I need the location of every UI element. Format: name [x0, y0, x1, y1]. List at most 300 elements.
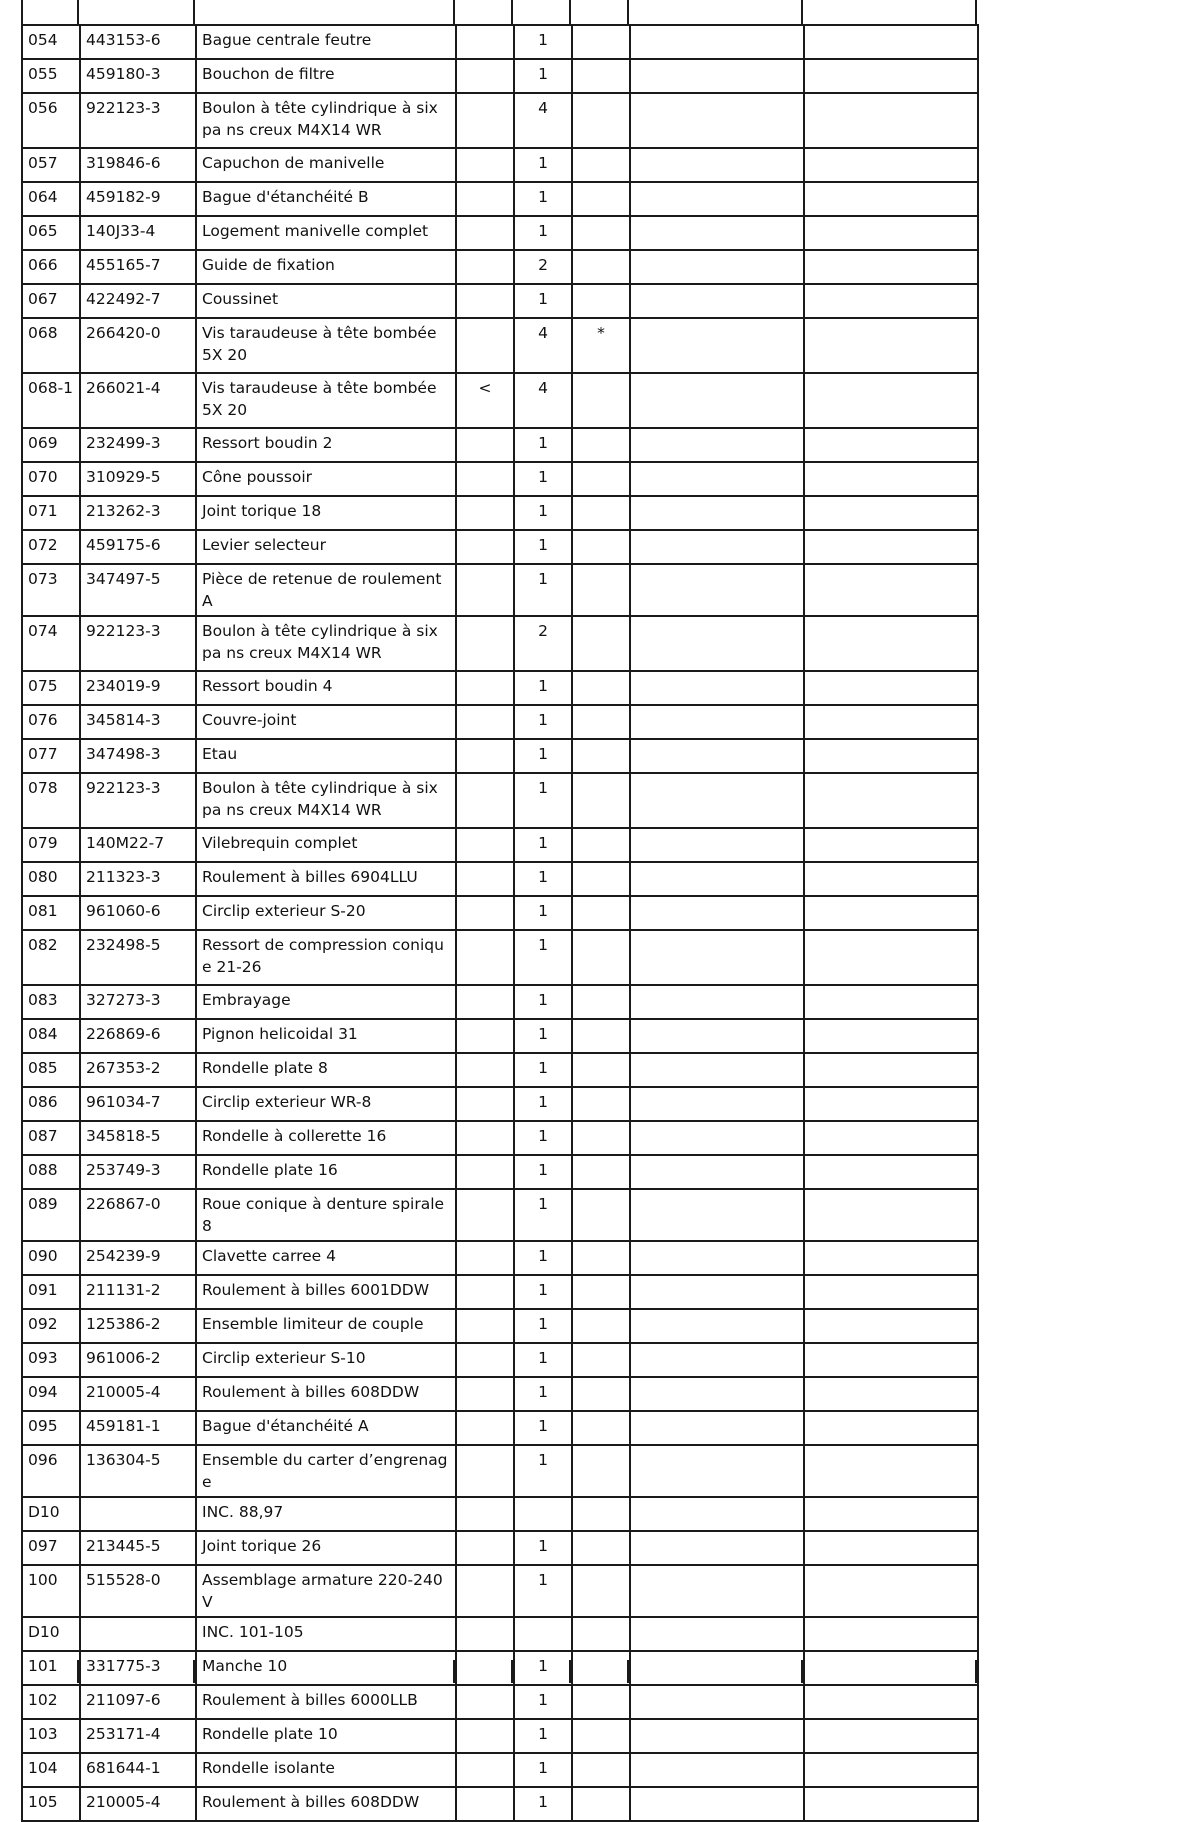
table-row [22, 1309, 978, 1343]
part-number-cell: 922123-3 [80, 93, 196, 148]
change-flag-cell [456, 1565, 514, 1617]
part-number-cell: 266420-0 [80, 318, 196, 373]
note-cell [572, 1719, 630, 1753]
table-row [22, 985, 978, 1019]
table-row [22, 1617, 978, 1651]
table-row [22, 616, 978, 671]
note-cell [572, 1685, 630, 1719]
description-cell: Bague centrale feutre [196, 25, 456, 59]
note-cell [572, 1309, 630, 1343]
change-flag-cell [456, 182, 514, 216]
part-number-cell: 210005-4 [80, 1377, 196, 1411]
quantity-cell: 1 [514, 1787, 572, 1821]
description-cell: Joint torique 26 [196, 1531, 456, 1565]
blank-cell [804, 1087, 978, 1121]
part-number-cell [80, 1617, 196, 1651]
description-cell: Ressort de compression conique 21-26 [196, 930, 456, 985]
blank-cell [804, 59, 978, 93]
table-row [22, 59, 978, 93]
item-number-cell: 065 [22, 216, 80, 250]
table-row [22, 1343, 978, 1377]
item-number-cell: 104 [22, 1753, 80, 1787]
blank-cell [630, 93, 804, 148]
blank-cell [804, 216, 978, 250]
part-number-cell: 327273-3 [80, 985, 196, 1019]
change-flag-cell [456, 1121, 514, 1155]
table-row [22, 496, 978, 530]
description-cell: Capuchon de manivelle [196, 148, 456, 182]
note-cell [572, 896, 630, 930]
note-cell [572, 705, 630, 739]
part-number-cell: 961060-6 [80, 896, 196, 930]
description-cell: Assemblage armature 220-240V [196, 1565, 456, 1617]
table-row [22, 705, 978, 739]
part-number-cell: 345818-5 [80, 1121, 196, 1155]
blank-cell [630, 828, 804, 862]
table-row [22, 182, 978, 216]
description-cell: Circlip exterieur WR-8 [196, 1087, 456, 1121]
part-number-cell: 125386-2 [80, 1309, 196, 1343]
note-cell [572, 616, 630, 671]
quantity-cell: 1 [514, 1753, 572, 1787]
quantity-cell: 1 [514, 1275, 572, 1309]
description-cell: Boulon à tête cylindrique à six pa ns creux M4X14 WR [196, 616, 456, 671]
blank-cell [804, 1019, 978, 1053]
description-cell: Roulement à billes 6000LLB [196, 1685, 456, 1719]
blank-cell [630, 896, 804, 930]
table-row [22, 773, 978, 828]
item-number-cell: 094 [22, 1377, 80, 1411]
blank-cell [804, 250, 978, 284]
blank-cell [804, 1155, 978, 1189]
description-cell: Roulement à billes 6001DDW [196, 1275, 456, 1309]
quantity-cell: 1 [514, 1019, 572, 1053]
table-row [22, 828, 978, 862]
table-row [22, 1497, 978, 1531]
item-number-cell: 072 [22, 530, 80, 564]
change-flag-cell [456, 1275, 514, 1309]
blank-cell [804, 1121, 978, 1155]
description-cell: Ressort boudin 4 [196, 671, 456, 705]
quantity-cell: 1 [514, 739, 572, 773]
table-row [22, 1377, 978, 1411]
part-number-cell: 136304-5 [80, 1445, 196, 1497]
part-number-cell: 922123-3 [80, 616, 196, 671]
item-number-cell: 103 [22, 1719, 80, 1753]
description-cell: Logement manivelle complet [196, 216, 456, 250]
table-row [22, 1411, 978, 1445]
blank-cell [630, 985, 804, 1019]
part-number-cell: 922123-3 [80, 773, 196, 828]
blank-cell [804, 1189, 978, 1241]
blank-cell [804, 1685, 978, 1719]
change-flag-cell [456, 1651, 514, 1685]
part-number-cell: 347497-5 [80, 564, 196, 616]
blank-cell [804, 1445, 978, 1497]
quantity-cell: 1 [514, 1651, 572, 1685]
blank-cell [804, 671, 978, 705]
blank-cell [630, 773, 804, 828]
table-row [22, 896, 978, 930]
table-row [22, 1155, 978, 1189]
note-cell [572, 530, 630, 564]
change-flag-cell [456, 1617, 514, 1651]
quantity-cell: 1 [514, 1053, 572, 1087]
part-number-cell: 266021-4 [80, 373, 196, 428]
table-row [22, 284, 978, 318]
note-cell: * [572, 318, 630, 373]
change-flag-cell [456, 985, 514, 1019]
note-cell [572, 250, 630, 284]
part-number-cell: 310929-5 [80, 462, 196, 496]
part-number-cell: 253171-4 [80, 1719, 196, 1753]
description-cell: Vilebrequin complet [196, 828, 456, 862]
description-cell: Bouchon de filtre [196, 59, 456, 93]
quantity-cell [514, 1617, 572, 1651]
part-number-cell: 234019-9 [80, 671, 196, 705]
blank-cell [804, 1343, 978, 1377]
item-number-cell: 088 [22, 1155, 80, 1189]
note-cell [572, 182, 630, 216]
part-number-cell: 226869-6 [80, 1019, 196, 1053]
item-number-cell: 085 [22, 1053, 80, 1087]
item-number-cell: 067 [22, 284, 80, 318]
quantity-cell: 1 [514, 462, 572, 496]
quantity-cell [514, 1497, 572, 1531]
item-number-cell: 093 [22, 1343, 80, 1377]
quantity-cell: 1 [514, 930, 572, 985]
note-cell [572, 59, 630, 93]
note-cell [572, 1753, 630, 1787]
blank-cell [630, 1241, 804, 1275]
change-flag-cell [456, 428, 514, 462]
blank-cell [630, 616, 804, 671]
item-number-cell: 100 [22, 1565, 80, 1617]
change-flag-cell [456, 148, 514, 182]
description-cell: Levier selecteur [196, 530, 456, 564]
blank-cell [630, 496, 804, 530]
quantity-cell: 4 [514, 373, 572, 428]
blank-cell [804, 1241, 978, 1275]
change-flag-cell [456, 25, 514, 59]
quantity-cell: 1 [514, 59, 572, 93]
table-row [22, 1241, 978, 1275]
item-number-cell: 080 [22, 862, 80, 896]
item-number-cell: 090 [22, 1241, 80, 1275]
blank-cell [630, 1719, 804, 1753]
part-number-cell: 232498-5 [80, 930, 196, 985]
change-flag-cell [456, 1411, 514, 1445]
description-cell: Vis taraudeuse à tête bombée 5X 20 [196, 373, 456, 428]
quantity-cell: 1 [514, 1565, 572, 1617]
change-flag-cell [456, 1241, 514, 1275]
blank-cell [804, 1531, 978, 1565]
note-cell [572, 1087, 630, 1121]
blank-cell [804, 1787, 978, 1821]
blank-cell [630, 1617, 804, 1651]
blank-cell [630, 1019, 804, 1053]
note-cell [572, 1189, 630, 1241]
note-cell [572, 93, 630, 148]
blank-cell [804, 1411, 978, 1445]
description-cell: Rondelle isolante [196, 1753, 456, 1787]
item-number-cell: 097 [22, 1531, 80, 1565]
item-number-cell: D10 [22, 1497, 80, 1531]
quantity-cell: 1 [514, 1343, 572, 1377]
table-row [22, 1565, 978, 1617]
part-number-cell: 459175-6 [80, 530, 196, 564]
table-row [22, 1531, 978, 1565]
description-cell: Vis taraudeuse à tête bombée 5X 20 [196, 318, 456, 373]
change-flag-cell [456, 705, 514, 739]
item-number-cell: 087 [22, 1121, 80, 1155]
change-flag-cell [456, 1377, 514, 1411]
change-flag-cell [456, 93, 514, 148]
note-cell [572, 1411, 630, 1445]
note-cell [572, 862, 630, 896]
quantity-cell: 1 [514, 671, 572, 705]
note-cell [572, 1445, 630, 1497]
note-cell [572, 739, 630, 773]
table-row [22, 1685, 978, 1719]
note-cell [572, 1019, 630, 1053]
item-number-cell: 078 [22, 773, 80, 828]
description-cell: Embrayage [196, 985, 456, 1019]
blank-cell [804, 773, 978, 828]
part-number-cell [80, 1497, 196, 1531]
blank-cell [804, 428, 978, 462]
change-flag-cell [456, 1309, 514, 1343]
part-number-cell: 459181-1 [80, 1411, 196, 1445]
blank-cell [804, 1275, 978, 1309]
blank-cell [630, 1121, 804, 1155]
blank-cell [630, 1753, 804, 1787]
table-row [22, 1189, 978, 1241]
quantity-cell: 1 [514, 985, 572, 1019]
blank-cell [804, 1617, 978, 1651]
part-number-cell: 213445-5 [80, 1531, 196, 1565]
item-number-cell: 095 [22, 1411, 80, 1445]
note-cell [572, 1531, 630, 1565]
note-cell [572, 773, 630, 828]
change-flag-cell [456, 1019, 514, 1053]
quantity-cell: 2 [514, 616, 572, 671]
description-cell: INC. 88,97 [196, 1497, 456, 1531]
part-number-cell: 140J33-4 [80, 216, 196, 250]
part-number-cell: 347498-3 [80, 739, 196, 773]
note-cell [572, 1343, 630, 1377]
table-row [22, 530, 978, 564]
item-number-cell: 069 [22, 428, 80, 462]
blank-cell [630, 1411, 804, 1445]
item-number-cell: 075 [22, 671, 80, 705]
quantity-cell: 1 [514, 1121, 572, 1155]
part-number-cell: 267353-2 [80, 1053, 196, 1087]
note-cell [572, 1155, 630, 1189]
change-flag-cell [456, 930, 514, 985]
note-cell [572, 1565, 630, 1617]
blank-cell [804, 616, 978, 671]
item-number-cell: 102 [22, 1685, 80, 1719]
quantity-cell: 1 [514, 773, 572, 828]
description-cell: INC. 101-105 [196, 1617, 456, 1651]
blank-cell [630, 1651, 804, 1685]
change-flag-cell [456, 1155, 514, 1189]
blank-cell [630, 25, 804, 59]
blank-cell [630, 148, 804, 182]
item-number-cell: 068 [22, 318, 80, 373]
note-cell [572, 671, 630, 705]
quantity-cell: 1 [514, 496, 572, 530]
table-row [22, 862, 978, 896]
blank-cell [630, 1377, 804, 1411]
blank-cell [804, 1565, 978, 1617]
blank-cell [804, 1753, 978, 1787]
change-flag-cell [456, 1087, 514, 1121]
description-cell: Ensemble limiteur de couple [196, 1309, 456, 1343]
table-row [22, 1719, 978, 1753]
change-flag-cell [456, 1719, 514, 1753]
note-cell [572, 1497, 630, 1531]
item-number-cell: 083 [22, 985, 80, 1019]
description-cell: Couvre-joint [196, 705, 456, 739]
note-cell [572, 148, 630, 182]
quantity-cell: 1 [514, 1087, 572, 1121]
change-flag-cell [456, 1343, 514, 1377]
table-row [22, 1651, 978, 1685]
quantity-cell: 1 [514, 1155, 572, 1189]
quantity-cell: 1 [514, 284, 572, 318]
note-cell [572, 1053, 630, 1087]
note-cell [572, 1241, 630, 1275]
table-row [22, 1787, 978, 1821]
blank-cell [804, 148, 978, 182]
description-cell: Roulement à billes 608DDW [196, 1377, 456, 1411]
change-flag-cell [456, 616, 514, 671]
item-number-cell: 070 [22, 462, 80, 496]
note-cell [572, 1377, 630, 1411]
table-row [22, 93, 978, 148]
blank-cell [630, 1053, 804, 1087]
blank-cell [630, 462, 804, 496]
quantity-cell: 1 [514, 1377, 572, 1411]
note-cell [572, 496, 630, 530]
quantity-cell: 1 [514, 25, 572, 59]
table-row [22, 739, 978, 773]
blank-cell [630, 1565, 804, 1617]
item-number-cell: 084 [22, 1019, 80, 1053]
table-row [22, 216, 978, 250]
parts-table-body [22, 25, 978, 1821]
blank-cell [804, 564, 978, 616]
blank-cell [630, 428, 804, 462]
description-cell: Pignon helicoidal 31 [196, 1019, 456, 1053]
part-number-cell: 226867-0 [80, 1189, 196, 1241]
description-cell: Boulon à tête cylindrique à six pa ns creux M4X14 WR [196, 773, 456, 828]
blank-cell [804, 828, 978, 862]
part-number-cell: 140M22-7 [80, 828, 196, 862]
note-cell [572, 930, 630, 985]
table-row [22, 1275, 978, 1309]
blank-cell [630, 373, 804, 428]
table-row [22, 428, 978, 462]
table-top-continuation [21, 0, 977, 24]
blank-cell [630, 705, 804, 739]
quantity-cell: 1 [514, 1445, 572, 1497]
change-flag-cell [456, 284, 514, 318]
description-cell: Etau [196, 739, 456, 773]
change-flag-cell [456, 564, 514, 616]
quantity-cell: 1 [514, 1241, 572, 1275]
change-flag-cell [456, 59, 514, 93]
quantity-cell: 1 [514, 1685, 572, 1719]
change-flag-cell [456, 773, 514, 828]
quantity-cell: 1 [514, 216, 572, 250]
change-flag-cell [456, 1189, 514, 1241]
blank-cell [630, 1497, 804, 1531]
description-cell: Rondelle plate 10 [196, 1719, 456, 1753]
change-flag-cell [456, 318, 514, 373]
blank-cell [804, 739, 978, 773]
blank-cell [804, 985, 978, 1019]
table-row [22, 148, 978, 182]
quantity-cell: 1 [514, 705, 572, 739]
quantity-cell: 1 [514, 564, 572, 616]
table-row [22, 373, 978, 428]
blank-cell [630, 1309, 804, 1343]
table-row [22, 1753, 978, 1787]
quantity-cell: 4 [514, 318, 572, 373]
table-row [22, 318, 978, 373]
item-number-cell: 092 [22, 1309, 80, 1343]
quantity-cell: 1 [514, 1411, 572, 1445]
change-flag-cell [456, 671, 514, 705]
item-number-cell: 082 [22, 930, 80, 985]
description-cell: Clavette carree 4 [196, 1241, 456, 1275]
blank-cell [804, 182, 978, 216]
change-flag-cell [456, 250, 514, 284]
change-flag-cell [456, 739, 514, 773]
change-flag-cell [456, 530, 514, 564]
item-number-cell: 081 [22, 896, 80, 930]
description-cell: Bague d'étanchéité B [196, 182, 456, 216]
part-number-cell: 961006-2 [80, 1343, 196, 1377]
description-cell: Coussinet [196, 284, 456, 318]
blank-cell [630, 1787, 804, 1821]
item-number-cell: 073 [22, 564, 80, 616]
part-number-cell: 961034-7 [80, 1087, 196, 1121]
note-cell [572, 373, 630, 428]
quantity-cell: 1 [514, 1531, 572, 1565]
description-cell: Cône poussoir [196, 462, 456, 496]
part-number-cell: 211097-6 [80, 1685, 196, 1719]
quantity-cell: 1 [514, 428, 572, 462]
table-row [22, 564, 978, 616]
blank-cell [804, 1309, 978, 1343]
note-cell [572, 828, 630, 862]
description-cell: Roulement à billes 6904LLU [196, 862, 456, 896]
description-cell: Roue conique à denture spirale 8 [196, 1189, 456, 1241]
quantity-cell: 1 [514, 1309, 572, 1343]
part-number-cell: 254239-9 [80, 1241, 196, 1275]
quantity-cell: 1 [514, 1189, 572, 1241]
change-flag-cell [456, 1497, 514, 1531]
table-row [22, 1087, 978, 1121]
part-number-cell: 681644-1 [80, 1753, 196, 1787]
description-cell: Circlip exterieur S-10 [196, 1343, 456, 1377]
note-cell [572, 1121, 630, 1155]
change-flag-cell: < [456, 373, 514, 428]
